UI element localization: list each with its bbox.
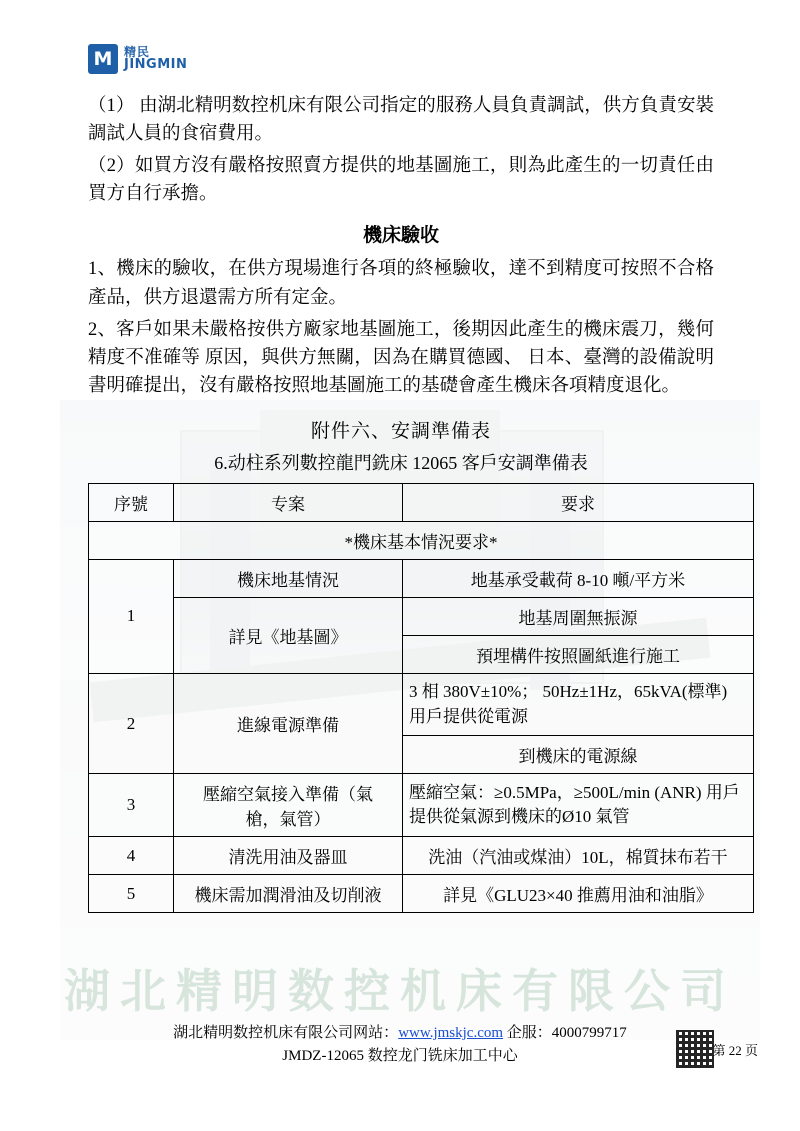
row2-req-line1: 3 相 380V±10%； 50Hz±1Hz，65kVA(標準) 用戶提供從電源 [403, 673, 754, 735]
row1-item-line2: 詳見《地基圖》 [174, 597, 403, 673]
paragraph-3: 1、機床的驗收，在供方現場進行各項的終極驗收，達不到精度可按照不合格產品，供方退還需方所有定金。 [88, 259, 714, 308]
row3-item-line1: 壓縮空氣接入準備（氣 [203, 785, 373, 805]
table-row [89, 875, 754, 913]
row5-no: 5 [89, 875, 174, 913]
row1-req-line2: 地基周圍無振源 [403, 597, 754, 635]
table-row [89, 597, 754, 635]
footer-line-2: JMDZ-12065 数控龙门铣床加工中心 [282, 1047, 518, 1064]
row1-req-line1: 地基承受載荷 8-10 噸/平方米 [403, 559, 754, 597]
row3-item [174, 774, 403, 837]
row3-no: 3 [89, 774, 174, 837]
page-number: 第 22 页 [712, 1043, 758, 1058]
table-title: 6.动柱系列數控龍門銑床 12065 客戶安調準備表 [214, 452, 588, 473]
footer-suffix: 企服：4000799717 [503, 1025, 627, 1041]
row4-no: 4 [89, 837, 174, 875]
table-header-row [89, 483, 754, 521]
row1-no: 1 [89, 559, 174, 673]
company-logo [88, 44, 187, 74]
row2-req-line2: 到機床的電源線 [403, 736, 754, 774]
row2-no: 2 [89, 673, 174, 773]
row5-req: 詳見《GLU23×40 推薦用油和油脂》 [403, 875, 754, 913]
paragraph-1: （1） 由湖北精明数控机床有限公司指定的服務人員負責調試，供方負責安裝調試人員的食宿費用。 [88, 96, 714, 145]
attachment-title: 附件六、安調準備表 [310, 420, 491, 442]
row1-req-line3: 預埋構件按照圖紙進行施工 [403, 635, 754, 673]
table-banner: *機床基本情況要求* [89, 521, 754, 559]
section-title-acceptance: 機床驗收 [362, 225, 439, 247]
company-website-link[interactable]: www.jmskjc.com [398, 1025, 504, 1041]
row4-item: 清洗用油及器皿 [174, 837, 403, 875]
row5-item: 機床需加潤滑油及切削液 [174, 875, 403, 913]
qr-code-icon [676, 1030, 714, 1068]
paragraph-2: （2）如買方沒有嚴格按照賣方提供的地基圖施工，則為此產生的一切責任由買方自行承擔。 [88, 156, 714, 205]
row1-item-line1: 機床地基情況 [174, 559, 403, 597]
table-row [89, 673, 754, 735]
header-requirement: 要求 [403, 483, 754, 521]
header-no: 序號 [89, 483, 174, 521]
table-row [89, 774, 754, 837]
row2-item: 進線電源準備 [174, 673, 403, 773]
logo-mark-icon: M [88, 44, 118, 74]
document-content [88, 92, 740, 913]
table-row [89, 559, 754, 597]
preparation-table [88, 483, 754, 913]
row3-req: 壓縮空氣：≥0.5MPa，≥500L/min (ANR) 用戶提供從氣源到機床的Ø10 氣管 [403, 774, 754, 837]
table-row [89, 837, 754, 875]
company-watermark: 湖北精明数控机床有限公司 [64, 964, 736, 1018]
logo-chinese-name: 精民 [124, 44, 151, 59]
row3-item-line2: 槍，氣管） [245, 810, 331, 830]
paragraph-4: 2、客戶如果未嚴格按供方廠家地基圖施工，後期因此產生的機床震刀，幾何精度不准確等 原因，與供方無關，因為在購買德國、 日本、臺灣的設備說明書明確提出，沒有嚴格按照地基圖施工的基礎會產生機床各項精度退化。 [88, 319, 714, 396]
logo-english-name: JINGMIN [124, 57, 188, 73]
header-item: 专案 [174, 483, 403, 521]
footer-prefix: 湖北精明数控机床有限公司网站： [173, 1025, 399, 1041]
logo-text [124, 46, 187, 72]
table-banner-row [89, 521, 754, 559]
row4-req: 洗油（汽油或煤油）10L，棉質抹布若干 [403, 837, 754, 875]
